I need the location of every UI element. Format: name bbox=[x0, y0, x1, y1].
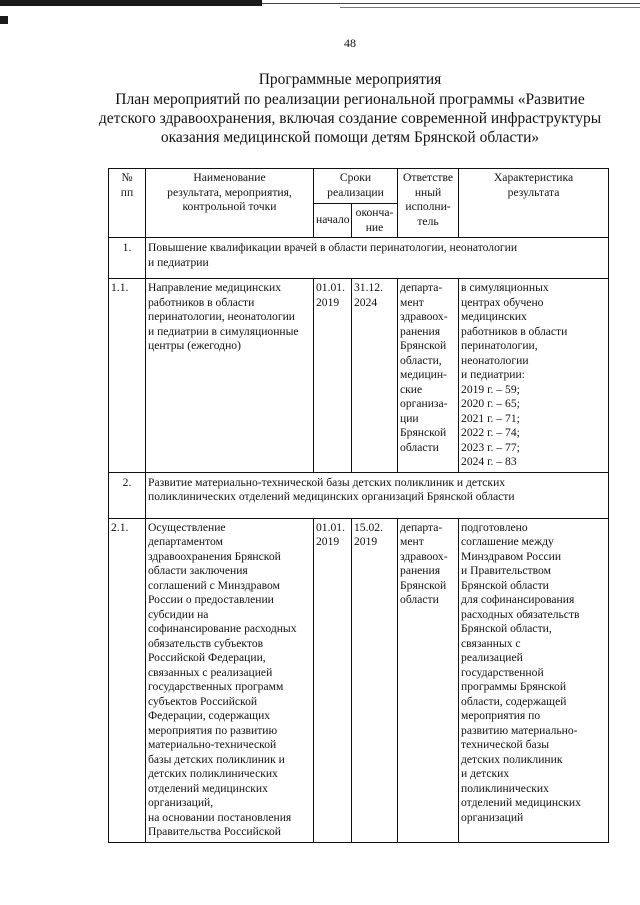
top-rule bbox=[262, 3, 640, 4]
section-1-num: 1. bbox=[109, 238, 146, 279]
header-result: Характеристика результата bbox=[459, 169, 609, 238]
row-1-1-start: 01.01. 2019 bbox=[314, 279, 352, 473]
row-2-1-responsible: департа- мент здравоох- ранения Брянской области bbox=[398, 518, 459, 842]
row-1-1-num: 1.1. bbox=[109, 279, 146, 473]
plan-title-line-2: детского здравоохранения, включая создание современной инфраструктуры bbox=[98, 110, 602, 127]
row-1-1-result: в симуляционных центрах обучено медицинских работников в области перинатологии, неонатологии и педиатрии: 2019 г. – 59; 2020 г. – 65; 2021 г. – 71; 2022 г. – 74; 2023 г. – 77; 2024 г. – 83 bbox=[459, 279, 609, 473]
header-end: оконча- ние bbox=[352, 204, 398, 238]
row-1-1-responsible: департа- мент здравоох- ранения Брянской области, медицин- ские организа- ции Брянской области bbox=[398, 279, 459, 473]
plan-title-line-3: оказания медицинской помощи детям Брянской области» bbox=[160, 129, 540, 146]
header-responsible: Ответстве нный исполни- тель bbox=[398, 169, 459, 238]
page-number: 48 bbox=[344, 36, 356, 50]
scan-artifact-mark bbox=[0, 16, 8, 24]
row-1-1-end: 31.12. 2024 bbox=[352, 279, 398, 473]
top-rule-secondary bbox=[340, 7, 640, 8]
header-terms: Сроки реализации bbox=[314, 169, 398, 204]
plan-title-line-1: План мероприятий по реализации региональной программы «Развитие bbox=[115, 91, 585, 108]
section-1-title: Повышение квалификации врачей в области перинатологии, неонатологии и педиатрии bbox=[146, 238, 609, 279]
row-2-1-num: 2.1. bbox=[109, 518, 146, 842]
header-name: Наименование результата, мероприятия, контрольной точки bbox=[146, 169, 314, 238]
row-1-1-name: Направление медицинских работников в области перинатологии, неонатологии и педиатрии в симуляционные центры (ежегодно) bbox=[146, 279, 314, 473]
table-row bbox=[109, 518, 609, 842]
row-2-1-name: Осуществление департаментом здравоохранения Брянской области заключения соглашений с Минздравом России о предоставлении субсидии на софинансирование расходных обязательств субъектов Российской Федерации, связанных с реализацией государственных программ субъектов Российской Федерации, содержащих мероприятия по развитию материально-технической базы детских поликлиник и детских поликлинических отделений медицинских организаций, на основании постановления Правительства Российской bbox=[146, 518, 314, 842]
header-start: начало bbox=[314, 204, 352, 238]
section-2-num: 2. bbox=[109, 472, 146, 518]
section-row-2 bbox=[109, 472, 609, 518]
header-num: № пп bbox=[109, 169, 146, 238]
row-2-1-result: подготовлено соглашение между Минздравом России и Правительством Брянской области для софинансирования расходных обязательств Брянской области, связанных с реализацией государственной программы Брянской области, содержащей мероприятия по развитию материально- технической базы детских поликлиник и детских поликлинических отделений медицинских организаций bbox=[459, 518, 609, 842]
table-row bbox=[109, 279, 609, 473]
row-2-1-start: 01.01. 2019 bbox=[314, 518, 352, 842]
section-row-1 bbox=[109, 238, 609, 279]
activities-table bbox=[108, 168, 609, 843]
row-2-1-end: 15.02. 2019 bbox=[352, 518, 398, 842]
table-header-row bbox=[109, 169, 609, 204]
scan-artifact-bar bbox=[0, 0, 262, 6]
section-2-title: Развитие материально-технической базы детских поликлиник и детских поликлинических отделений медицинских организаций Брянской области bbox=[146, 472, 609, 518]
section-heading: Программные мероприятия bbox=[258, 71, 442, 88]
